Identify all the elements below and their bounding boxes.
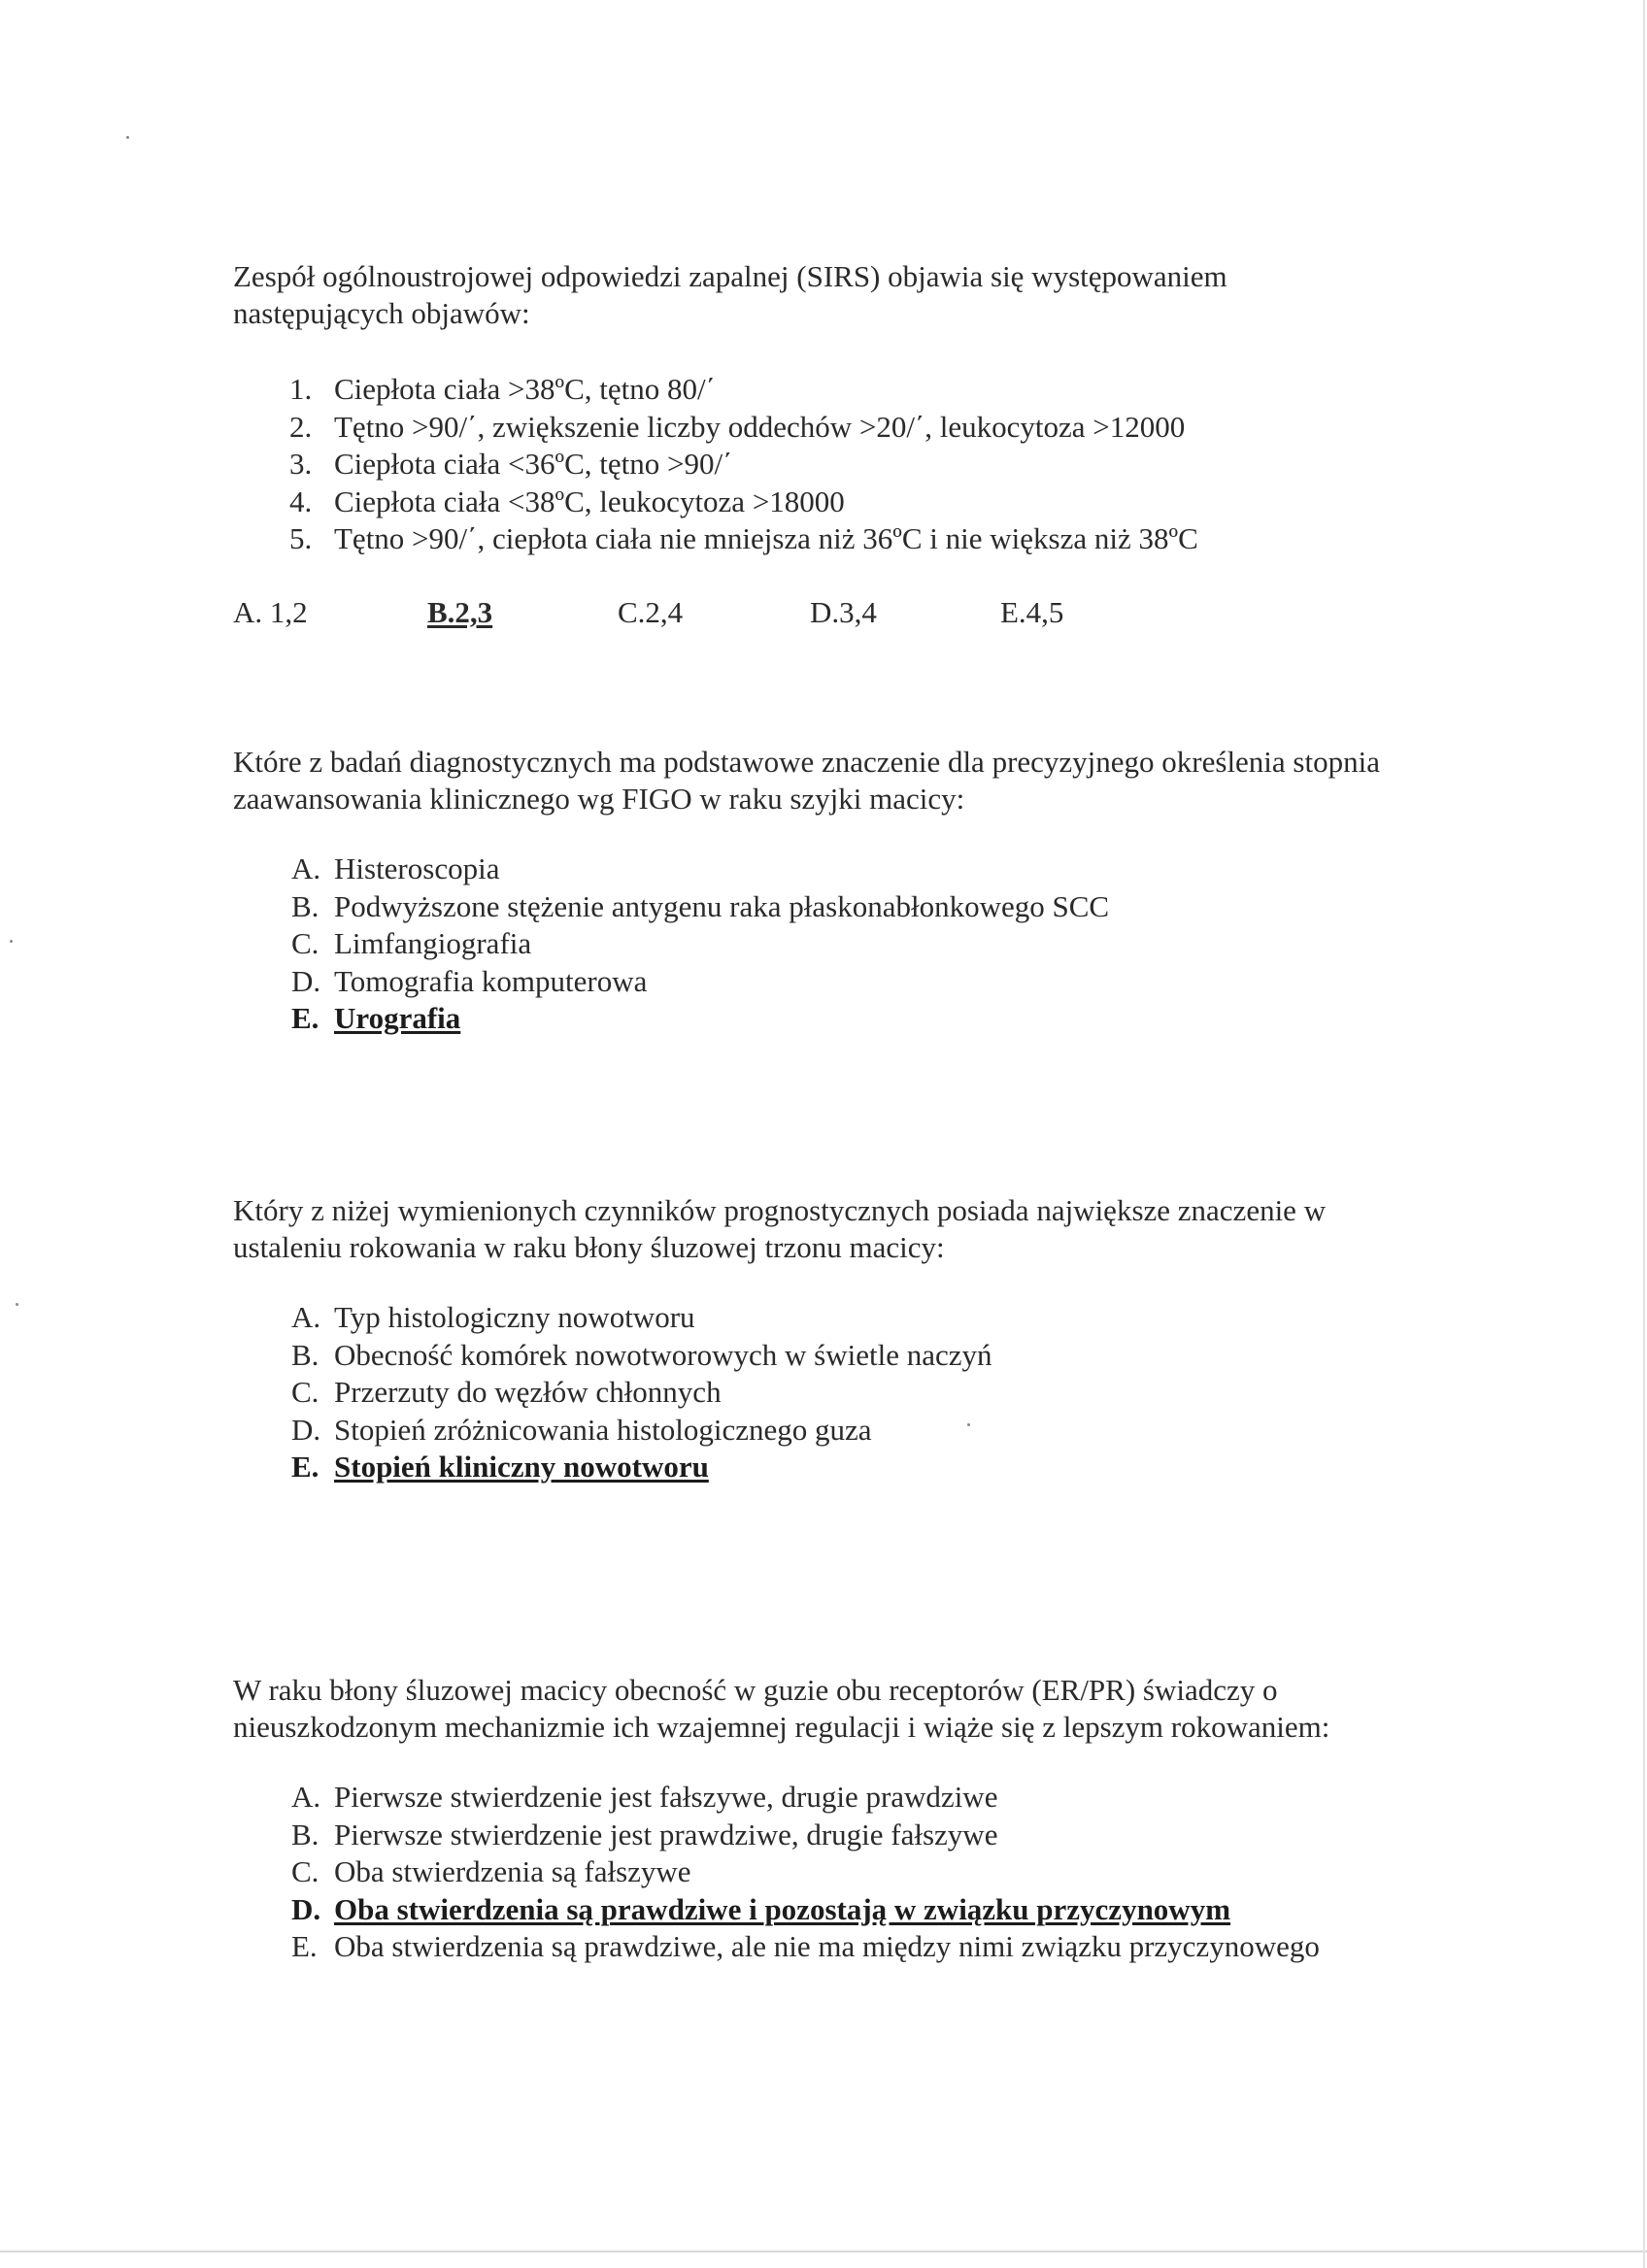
scan-speck bbox=[126, 136, 129, 139]
option-text: Stopień kliniczny nowotworu bbox=[334, 1450, 709, 1484]
option-letter: B. bbox=[291, 1337, 319, 1372]
question-1-stem: Zespół ogólnoustrojowej odpowiedzi zapalnej (SIRS) objawia się występowaniem następujących objawów: bbox=[233, 259, 1227, 330]
option-letter: B. bbox=[291, 1817, 319, 1851]
option-item bbox=[233, 925, 1428, 963]
question-2-options bbox=[233, 850, 1428, 1038]
option-item bbox=[233, 1337, 1428, 1375]
option-item bbox=[233, 1817, 1457, 1854]
option-item bbox=[233, 1412, 1428, 1450]
question-1-statements bbox=[233, 371, 1428, 558]
option-text: Pierwsze stwierdzenie jest prawdziwe, drugie fałszywe bbox=[334, 1817, 998, 1851]
statement-number: 4. bbox=[289, 484, 313, 518]
answer-choice-a: A. 1,2 bbox=[233, 595, 308, 629]
question-2-stem: Które z badań diagnostycznych ma podstawowe znaczenie dla precyzyjnego określenia stopnia zaawansowania klinicznego wg FIGO w raku szyjki macicy: bbox=[233, 745, 1380, 816]
question-4-stem: W raku błony śluzowej macicy obecność w guzie obu receptorów (ER/PR) świadczy o nieuszkodzonym mechanizmie ich wzajemnej regulacji i wiąże się z lepszym rokowaniem: bbox=[233, 1673, 1330, 1744]
question-3-stem: Który z niżej wymienionych czynników prognostycznych posiada największe znaczenie w ustaleniu rokowania w raku błony śluzowej trzonu macicy: bbox=[233, 1193, 1327, 1264]
option-item bbox=[233, 1928, 1457, 1966]
statement-text: Ciepłota ciała >38ºC, tętno 80/΄ bbox=[334, 372, 716, 406]
option-letter: A. bbox=[291, 851, 321, 885]
option-text: Pierwsze stwierdzenie jest fałszywe, drugie prawdziwe bbox=[334, 1780, 998, 1814]
option-item bbox=[233, 850, 1428, 888]
answer-choice-c: C.2,4 bbox=[618, 595, 684, 629]
answer-choice-e: E.4,5 bbox=[1000, 595, 1064, 629]
option-text: Podwyższone stężenie antygenu raka płaskonabłonkowego SCC bbox=[334, 888, 1110, 923]
statement-number: 5. bbox=[289, 521, 313, 555]
option-letter: C. bbox=[291, 1375, 319, 1409]
option-text: Limfangiografia bbox=[334, 926, 532, 960]
statement-text: Tętno >90/΄, zwiększenie liczby oddechów >20/΄, leukocytoza >12000 bbox=[334, 409, 1186, 444]
option-letter: E. bbox=[291, 1450, 319, 1484]
option-text: Tomografia komputerowa bbox=[334, 963, 648, 998]
option-text: Histeroscopia bbox=[334, 851, 500, 885]
option-letter: D. bbox=[291, 1891, 321, 1926]
statement-text: Ciepłota ciała <36ºC, tętno >90/΄ bbox=[334, 447, 733, 481]
statement-text: Tętno >90/΄, ciepłota ciała nie mniejsza niż 36ºC i nie większa niż 38ºC bbox=[334, 521, 1198, 555]
statement-number: 2. bbox=[289, 409, 313, 444]
statement-number: 1. bbox=[289, 372, 313, 406]
option-item-correct bbox=[233, 1449, 1428, 1486]
option-item-correct bbox=[233, 1000, 1428, 1038]
scan-speck bbox=[967, 1423, 970, 1426]
option-letter: B. bbox=[291, 888, 319, 923]
option-text: Przerzuty do węzłów chłonnych bbox=[334, 1375, 722, 1409]
option-letter: E. bbox=[291, 1001, 319, 1035]
option-item bbox=[233, 1374, 1428, 1412]
statement-number: 3. bbox=[289, 447, 313, 481]
option-letter: A. bbox=[291, 1300, 321, 1334]
option-item bbox=[233, 963, 1428, 1001]
option-item-correct bbox=[233, 1891, 1457, 1929]
option-item bbox=[233, 1779, 1457, 1817]
question-4-options bbox=[233, 1779, 1457, 1966]
question-3 bbox=[233, 1192, 1428, 1486]
option-text: Urografia bbox=[334, 1001, 461, 1035]
option-letter: C. bbox=[291, 926, 319, 960]
statement-item bbox=[233, 520, 1428, 558]
option-letter: D. bbox=[291, 963, 321, 998]
question-4 bbox=[233, 1672, 1457, 1966]
scan-edge-bottom bbox=[0, 2251, 1647, 2252]
statement-item bbox=[233, 409, 1428, 447]
answer-choice-d: D.3,4 bbox=[810, 595, 877, 629]
scan-speck bbox=[16, 1303, 18, 1306]
option-letter: E. bbox=[291, 1929, 318, 1963]
statement-item bbox=[233, 484, 1428, 521]
scan-speck bbox=[10, 940, 13, 943]
scan-edge-right bbox=[1643, 0, 1645, 2268]
option-letter: D. bbox=[291, 1412, 321, 1447]
option-item bbox=[233, 1853, 1457, 1891]
option-text: Oba stwierdzenia są prawdziwe, ale nie ma między nimi związku przyczynowego bbox=[334, 1929, 1320, 1963]
question-2 bbox=[233, 744, 1428, 1038]
option-item bbox=[233, 888, 1428, 926]
statement-text: Ciepłota ciała <38ºC, leukocytoza >18000 bbox=[334, 484, 845, 518]
option-letter: A. bbox=[291, 1780, 321, 1814]
option-text: Oba stwierdzenia są fałszywe bbox=[334, 1854, 691, 1888]
question-1-answer-row bbox=[233, 595, 1204, 634]
question-1 bbox=[233, 258, 1428, 558]
option-item bbox=[233, 1299, 1428, 1337]
option-text: Stopień zróżnicowania histologicznego guza bbox=[334, 1412, 872, 1447]
question-3-options bbox=[233, 1299, 1428, 1486]
option-text: Typ histologiczny nowotworu bbox=[334, 1300, 695, 1334]
option-text: Oba stwierdzenia są prawdziwe i pozostają w związku przyczynowym bbox=[334, 1891, 1231, 1926]
statement-item bbox=[233, 446, 1428, 484]
statement-item bbox=[233, 371, 1428, 409]
answer-choice-b-correct: B.2,3 bbox=[427, 595, 493, 629]
option-letter: C. bbox=[291, 1854, 319, 1888]
option-text: Obecność komórek nowotworowych w świetle naczyń bbox=[334, 1337, 992, 1372]
